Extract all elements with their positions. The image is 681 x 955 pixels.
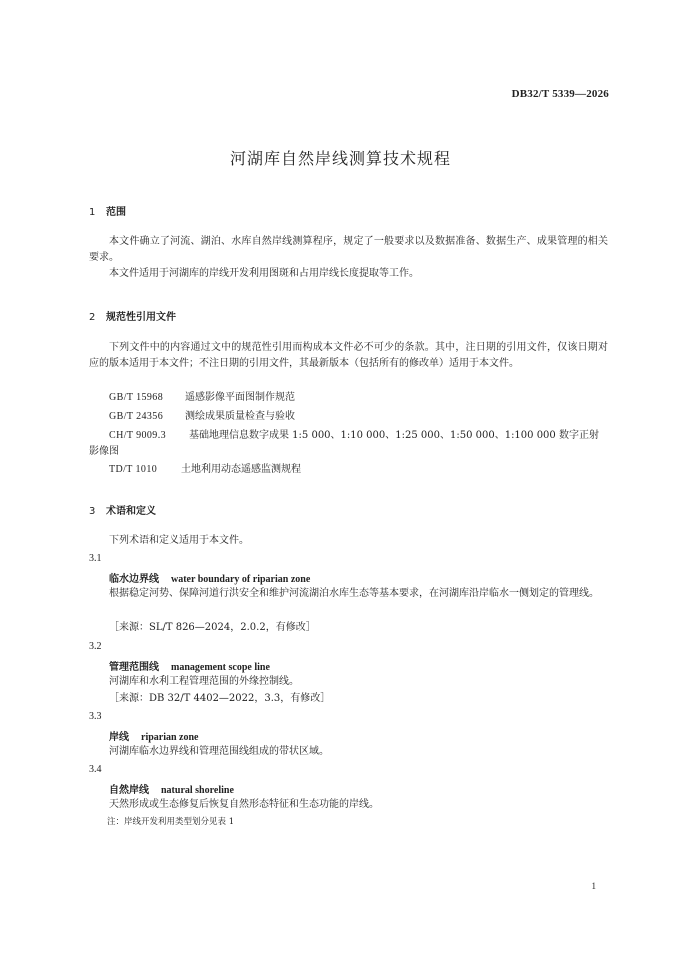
term-heading <box>109 570 310 585</box>
section-number: 3 <box>89 506 96 517</box>
section-title: 规范性引用文件 <box>106 312 176 323</box>
paragraph: 下列文件中的内容通过文中的规范性引用而构成本文件必不可少的条款。其中，注日期的引用文件，仅该日期对应的版本适用于本文件；不注日期的引用文件，其最新版本（包括所有的修改单）适用于本文件。 <box>89 342 608 369</box>
section-heading-2 <box>89 308 176 323</box>
term-zh: 管理范围线 <box>109 662 159 673</box>
term-zh: 岸线 <box>109 732 129 743</box>
section-heading-3 <box>89 502 156 517</box>
reference-code: TD/T 1010 <box>109 464 158 475</box>
term-heading <box>109 728 199 743</box>
reference-code: GB/T 24356 <box>109 411 164 422</box>
section-title: 术语和定义 <box>106 506 156 517</box>
term-en: riparian zone <box>141 732 199 743</box>
reference-code: CH/T 9009.3 <box>109 430 166 441</box>
term-number: 3.2 <box>89 641 102 652</box>
term-en: management scope line <box>171 662 270 673</box>
reference-item <box>109 462 301 478</box>
reference-continuation: 影像图 <box>89 446 119 457</box>
term-source: ［来源：SL/T 826—2024，2.0.2，有修改］ <box>109 622 316 633</box>
term-source: ［来源：DB 32/T 4402—2022，3.3，有修改］ <box>109 693 331 704</box>
document-title: 河湖库自然岸线测算技术规程 <box>229 149 451 168</box>
reference-name: 基础地理信息数字成果 1:5 000、1:10 000、1:25 000、1:50 000、1:100 000 数字正射 <box>189 430 599 441</box>
section-title: 范围 <box>106 207 126 218</box>
page-number: 1 <box>591 881 596 891</box>
reference-item <box>109 409 295 425</box>
term-definition: 河湖库和水利工程管理范围的外缘控制线。 <box>109 676 299 687</box>
term-number: 3.1 <box>89 553 102 564</box>
term-en: water boundary of riparian zone <box>171 574 311 585</box>
reference-code: GB/T 15968 <box>109 392 164 403</box>
term-heading <box>109 781 234 796</box>
term-heading <box>109 658 270 673</box>
term-zh: 自然岸线 <box>109 785 149 796</box>
paragraph: 本文件适用于河湖库的岸线开发利用图斑和占用岸线长度提取等工作。 <box>109 268 419 279</box>
term-number: 3.4 <box>89 764 102 775</box>
section-number: 2 <box>89 312 96 323</box>
standard-number: DB32/T 5339—2026 <box>511 88 609 100</box>
reference-name: 土地利用动态遥感监测规程 <box>181 464 301 475</box>
note: 注：岸线开发利用类型划分见表 1 <box>107 817 235 827</box>
term-definition: 河湖库临水边界线和管理范围线组成的带状区域。 <box>109 746 329 757</box>
section-number: 1 <box>89 207 96 218</box>
term-zh: 临水边界线 <box>109 574 159 585</box>
section-heading-1 <box>89 203 126 218</box>
reference-name: 遥感影像平面图制作规范 <box>185 392 295 403</box>
paragraph: 下列术语和定义适用于本文件。 <box>109 535 249 546</box>
term-number: 3.3 <box>89 711 102 722</box>
paragraph: 本文件确立了河流、湖泊、水库自然岸线测算程序，规定了一般要求以及数据准备、数据生产、成果管理的相关要求。 <box>89 236 608 263</box>
term-en: natural shoreline <box>161 785 234 796</box>
reference-item <box>109 428 599 444</box>
reference-item <box>109 390 295 406</box>
term-definition: 根据稳定河势、保障河道行洪安全和维护河流湖泊水库生态等基本要求，在河湖库沿岸临水一侧划定的管理线。 <box>109 588 599 599</box>
reference-name: 测绘成果质量检查与验收 <box>185 411 295 422</box>
term-definition: 天然形成或生态修复后恢复自然形态特征和生态功能的岸线。 <box>109 799 379 810</box>
